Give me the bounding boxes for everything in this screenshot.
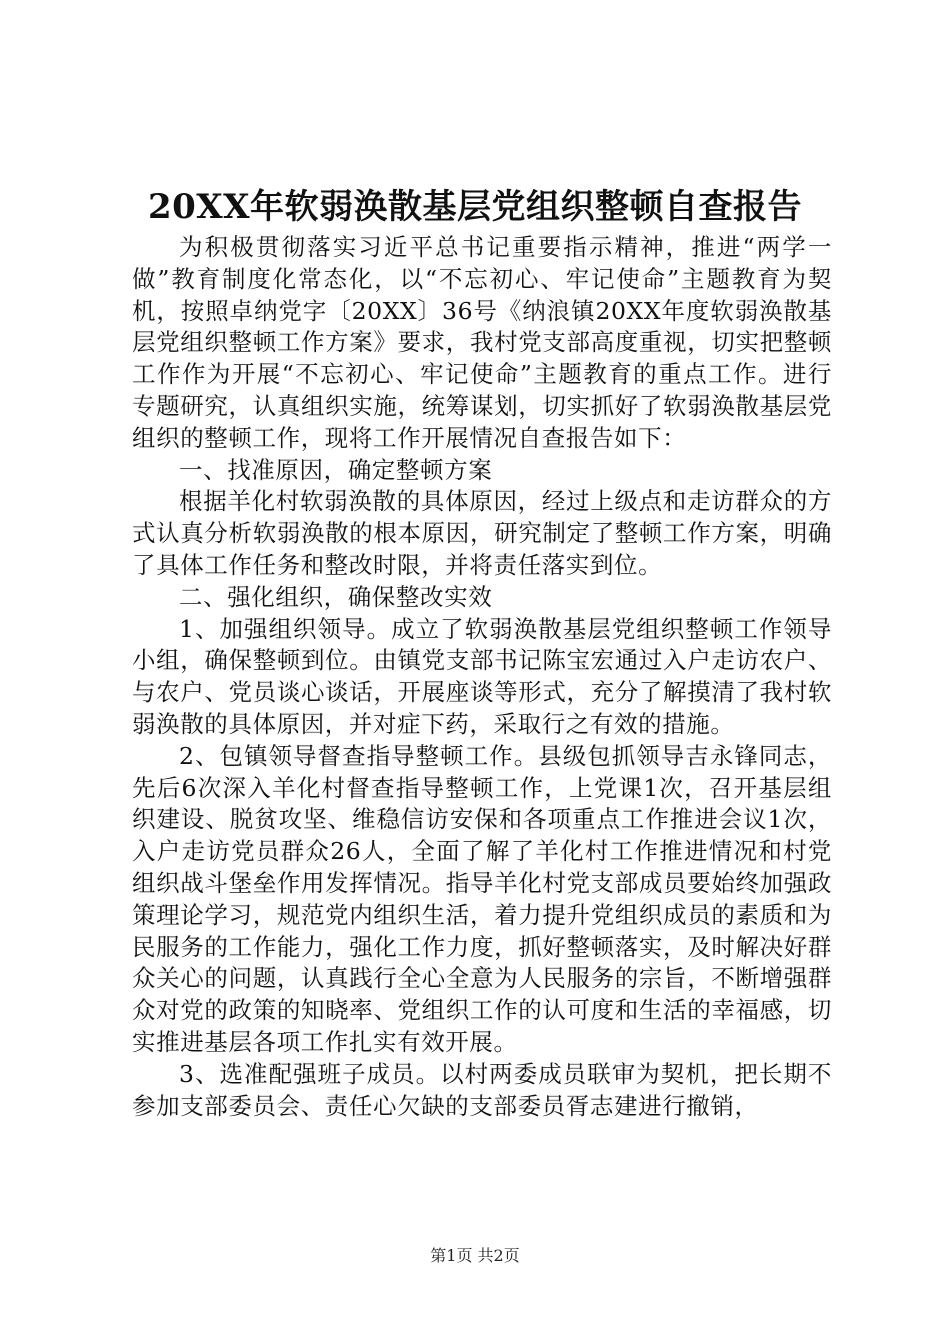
intro-paragraph: 为积极贯彻落实习近平总书记重要指示精神，推进“两学一做”教育制度化常态化，以“不忘初心、牢记使命”主题教育为契机，按照卓纳党字〔20XX〕36号《纳浪镇20XX年度软弱涣散基层党组织整顿工作方案》要求，我村党支部高度重视，切实把整顿工作作为开展“不忘初心、牢记使命”主题教育的重点工作。进行专题研究，认真组织实施，统筹谋划，切实抓好了软弱涣散基层党组织的整顿工作，现将工作开展情况自查报告如下： [132,233,832,452]
section-2-item-2: 2、包镇领导督查指导整顿工作。县级包抓领导吉永锋同志，先后6次深入羊化村督查指导整顿工作，上党课1次，召开基层组织建设、脱贫攻坚、维稳信访安保和各项重点工作推进会议1次，入户走访党员群众26人，全面了解了羊化村工作推进情况和村党组织战斗堡垒作用发挥情况。指导羊化村党支部成员要始终加强政策理论学习，规范党内组织生活，着力提升党组织成员的素质和为民服务的工作能力，强化工作力度，抓好整顿落实，及时解决好群众关心的问题，认真践行全心全意为人民服务的宗旨，不断增强群众对党的政策的知晓率、党组织工作的认可度和生活的幸福感，切实推进基层各项工作扎实有效开展。 [132,741,832,1056]
section-2-item-1: 1、加强组织领导。成立了软弱涣散基层党组织整顿工作领导小组，确保整顿到位。由镇党支部书记陈宝宏通过入户走访农户、与农户、党员谈心谈话，开展座谈等形式，充分了解摸清了我村软弱涣散的具体原因，并对症下药，采取行之有效的措施。 [132,614,832,738]
section-1-paragraph: 根据羊化村软弱涣散的具体原因，经过上级点和走访群众的方式认真分析软弱涣散的根本原因，研究制定了整顿工作方案，明确了具体工作任务和整改时限，并将责任落实到位。 [132,487,832,579]
page-number: 第1页 [430,1246,473,1265]
section-heading-2: 二、强化组织，确保整改实效 [179,582,493,611]
document-title: 20XX年软弱涣散基层党组织整顿自查报告 [147,187,803,227]
section-2-item-3: 3、选准配强班子成员。以村两委成员联审为契机，把长期不参加支部委员会、责任心欠缺的支部委员胥志建进行撤销， [132,1059,832,1120]
page-footer [0,1244,950,1268]
page-total: 共2页 [477,1246,520,1265]
section-heading-1: 一、找准原因，确定整顿方案 [179,455,493,484]
document-body [132,232,832,1122]
